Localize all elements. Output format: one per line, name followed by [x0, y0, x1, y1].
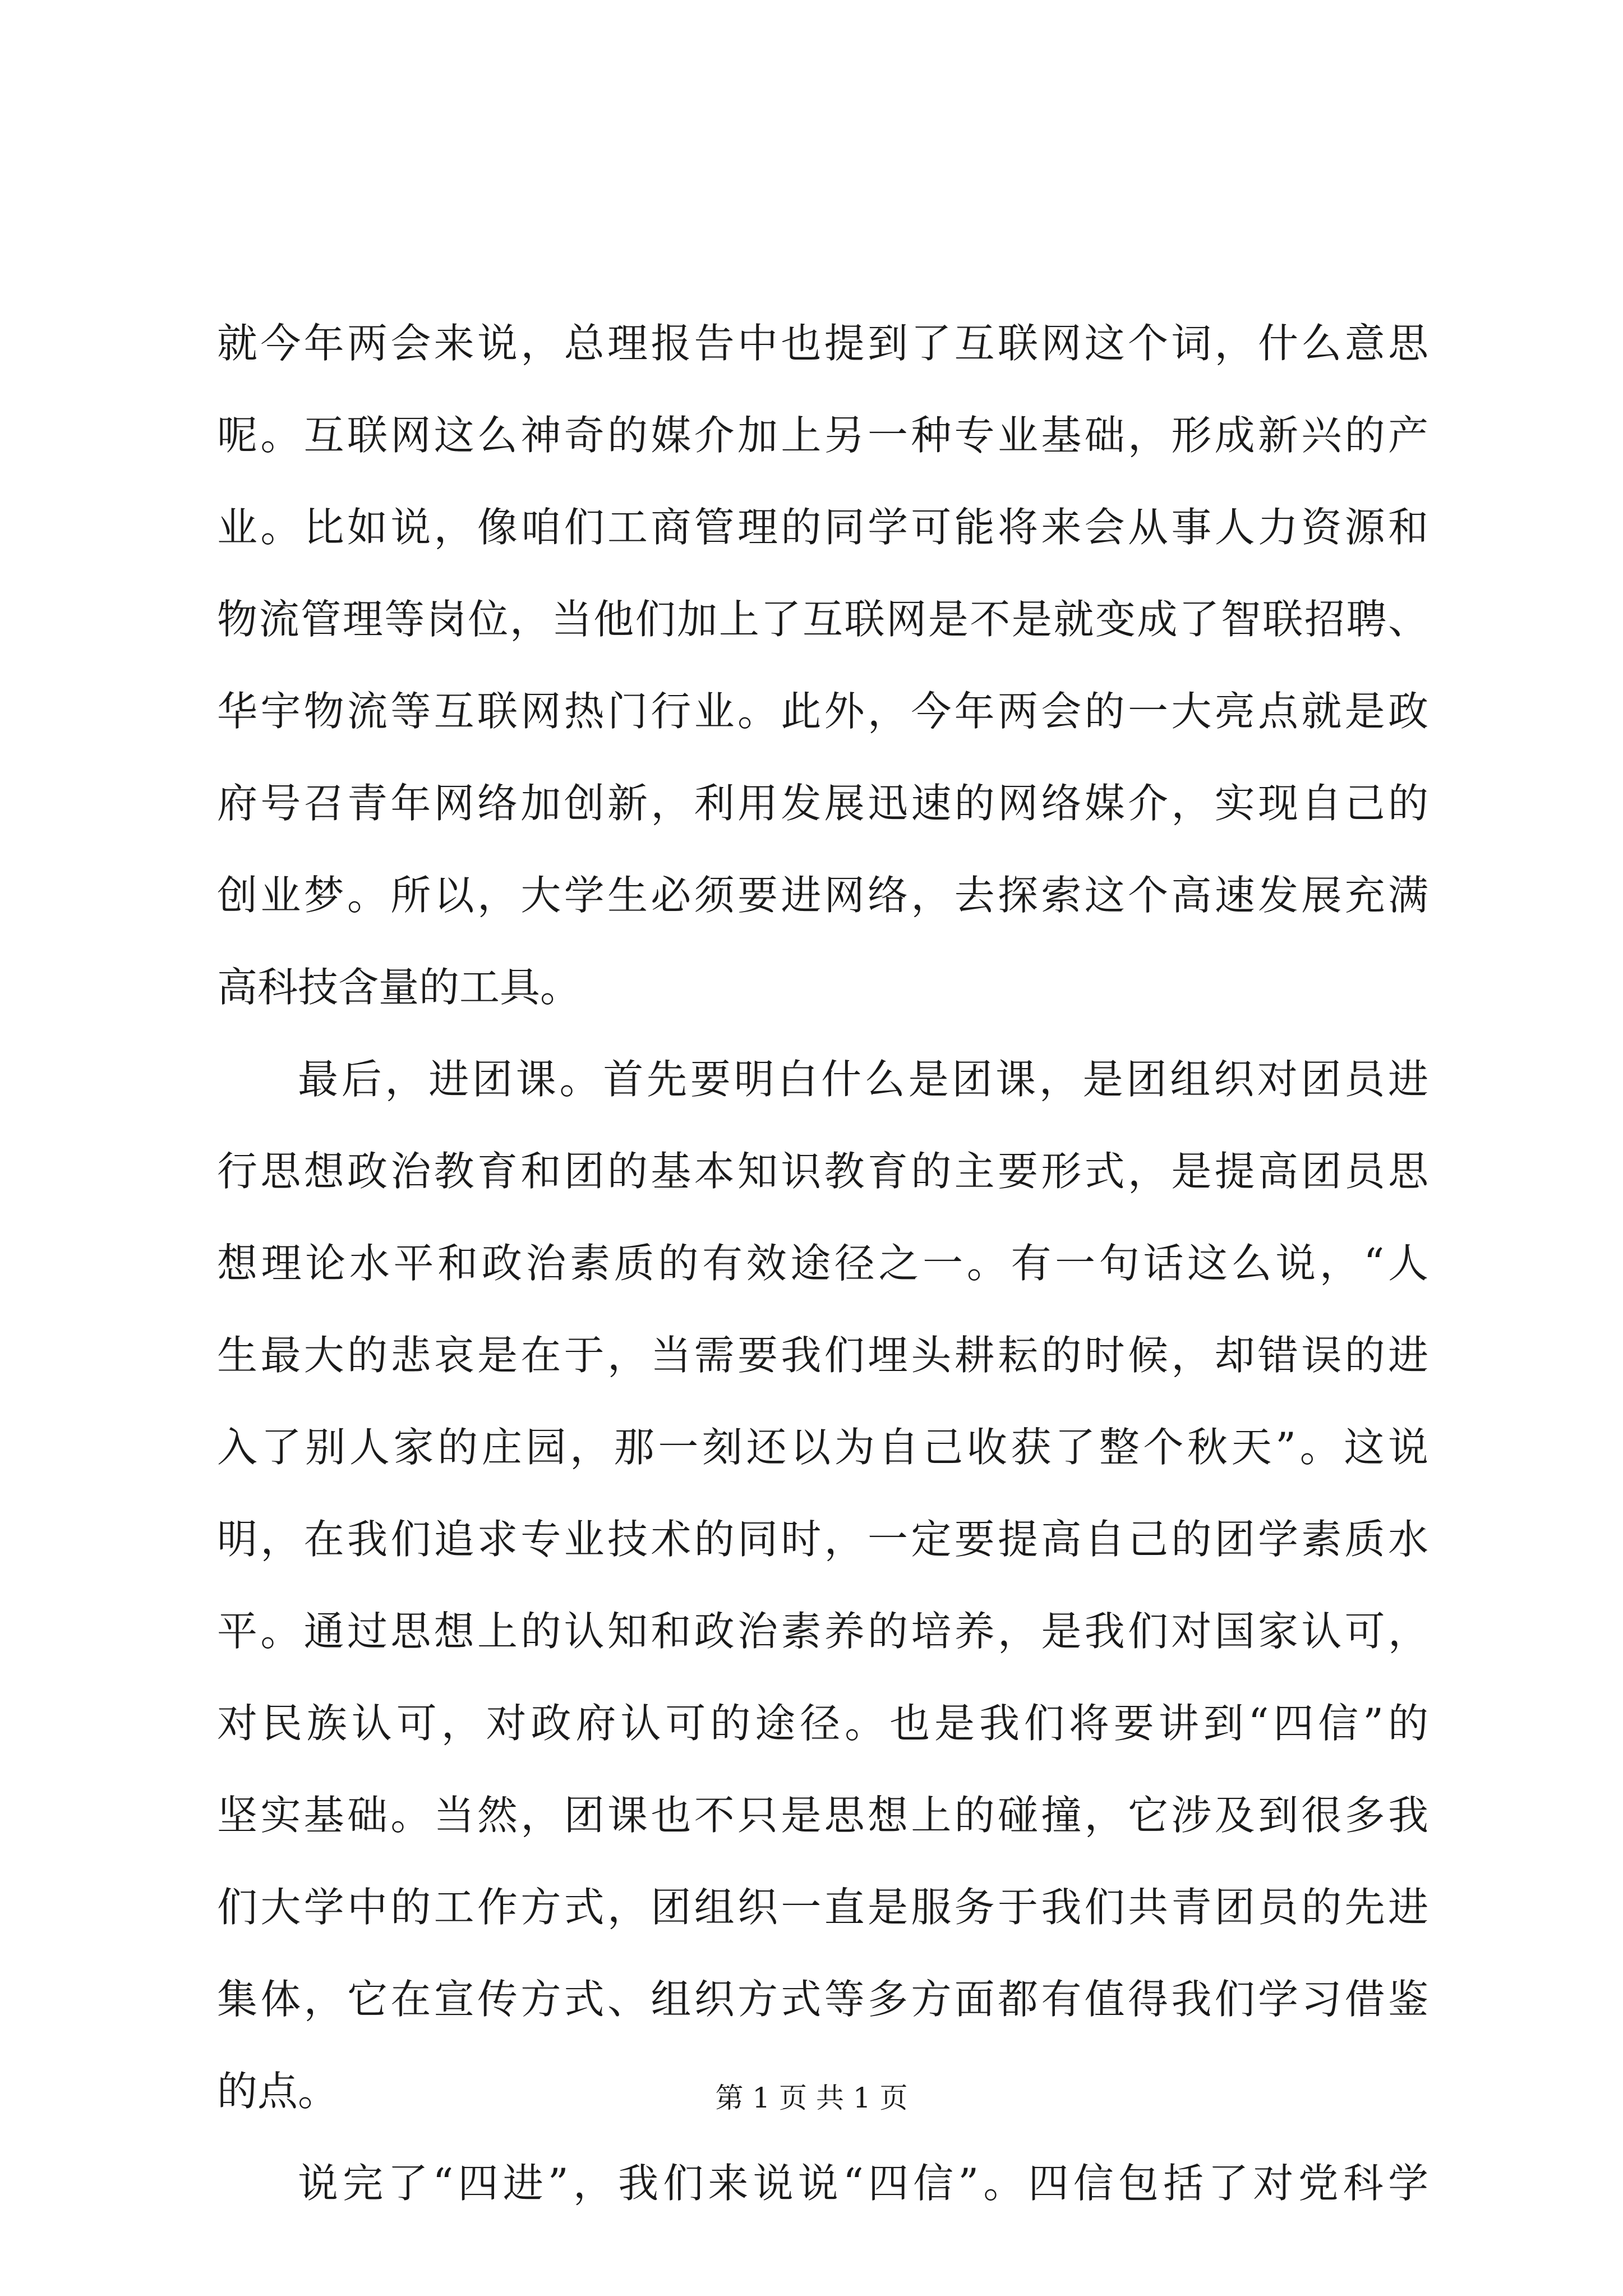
- page-footer: 第 1 页 共 1 页: [715, 2082, 908, 2114]
- text-line: 对民族认可，对政府认可的途径。也是我们将要讲到“四信”的: [217, 1700, 1428, 1747]
- text-line: 平。通过思想上的认知和政治素养的培养，是我们对国家认可，: [217, 1608, 1428, 1655]
- text-line: 集体，它在宣传方式、组织方式等多方面都有值得我们学习借鉴: [217, 1976, 1428, 2023]
- text-line: 业。比如说，像咱们工商管理的同学可能将来会从事人力资源和: [217, 504, 1428, 551]
- text-line: 入了别人家的庄园，那一刻还以为自己收获了整个秋天”。这说: [217, 1424, 1428, 1471]
- text-line: 的点。: [217, 2068, 339, 2115]
- text-line: 华宇物流等互联网热门行业。此外，今年两会的一大亮点就是政: [217, 688, 1428, 735]
- text-line: 明，在我们追求专业技术的同时，一定要提高自己的团学素质水: [217, 1516, 1428, 1563]
- text-line: 呢。互联网这么神奇的媒介加上另一种专业基础，形成新兴的产: [217, 412, 1428, 459]
- text-line: 创业梦。所以，大学生必须要进网络，去探索这个高速发展充满: [217, 872, 1428, 919]
- text-line: 想理论水平和政治素质的有效途径之一。有一句话这么说，“人: [217, 1240, 1428, 1287]
- text-line: 坚实基础。当然，团课也不只是思想上的碰撞，它涉及到很多我: [217, 1792, 1428, 1839]
- text-line: 府号召青年网络加创新，利用发展迅速的网络媒介，实现自己的: [217, 780, 1428, 827]
- text-line: 生最大的悲哀是在于，当需要我们埋头耕耘的时候，却错误的进: [217, 1332, 1428, 1379]
- body-text: [217, 297, 1428, 2229]
- paragraph-first-line: 最后，进团课。首先要明白什么是团课，是团组织对团员进: [298, 1056, 1428, 1103]
- text-line: 们大学中的工作方式，团组织一直是服务于我们共青团员的先进: [217, 1884, 1428, 1931]
- text-line: 高科技含量的工具。: [217, 964, 581, 1011]
- text-line: 行思想政治教育和团的基本知识教育的主要形式，是提高团员思: [217, 1148, 1428, 1195]
- text-line: 物流管理等岗位，当他们加上了互联网是不是就变成了智联招聘、: [217, 596, 1428, 643]
- text-line: 就今年两会来说，总理报告中也提到了互联网这个词，什么意思: [217, 320, 1428, 367]
- paragraph-first-line: 说完了“四进”，我们来说说“四信”。四信包括了对党科学: [298, 2160, 1428, 2207]
